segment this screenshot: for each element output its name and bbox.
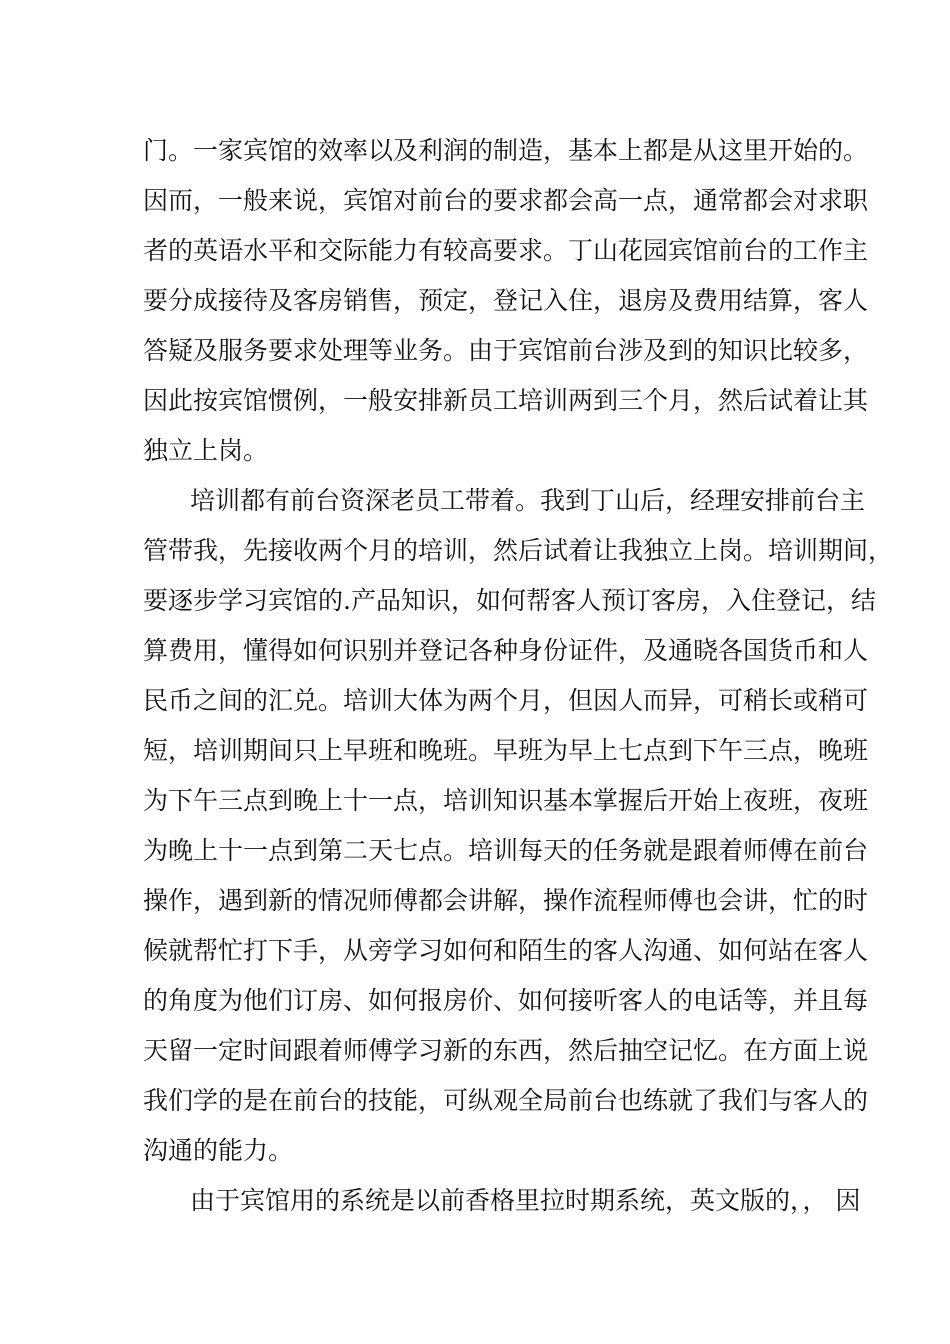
text-line: 要逐步学习宾馆的.产品知识，如何帮客人预订客房，入住登记，结: [143, 586, 876, 615]
text-line: 的角度为他们订房、如何报房价、如何接听客人的电话等，并且每: [143, 986, 869, 1015]
text-line: 者的英语水平和交际能力有较高要求。丁山花园宾馆前台的工作主: [143, 236, 869, 265]
text-line: 候就帮忙打下手，从旁学习如何和陌生的客人沟通、如何站在客人: [143, 936, 869, 965]
text-line: 操作，遇到新的情况师傅都会讲解，操作流程师傅也会讲，忙的时: [143, 886, 869, 915]
text-line: 为下午三点到晚上十一点，培训知识基本掌握后开始上夜班，夜班: [143, 786, 869, 815]
text-line: 沟通的能力。: [143, 1136, 294, 1165]
text-line: 民币之间的汇兑。培训大体为两个月，但因人而异，可稍长或稍可: [143, 686, 869, 715]
text-line: 答疑及服务要求处理等业务。由于宾馆前台涉及到的知识比较多，: [143, 336, 869, 365]
text-line: 天留一定时间跟着师傅学习新的东西，然后抽空记忆。在方面上说: [143, 1036, 869, 1065]
text-line: 门。一家宾馆的效率以及利润的制造，基本上都是从这里开始的。: [143, 136, 869, 165]
text-line: 短，培训期间只上早班和晚班。早班为早上七点到下午三点，晚班: [143, 736, 869, 765]
text-line: 算费用，懂得如何识别并登记各种身份证件，及通晓各国货币和人: [143, 636, 869, 665]
text-line: 要分成接待及客房销售，预定，登记入住，退房及费用结算，客人: [143, 286, 869, 315]
text-line: 因此按宾馆惯例，一般安排新员工培训两到三个月，然后试着让其: [143, 386, 869, 415]
text-line: 我们学的是在前台的技能，可纵观全局前台也练就了我们与客人的: [143, 1086, 869, 1115]
text-line: 独立上岗。: [143, 436, 269, 465]
text-line: 为晚上十一点到第二天七点。培训每天的任务就是跟着师傅在前台: [143, 836, 869, 865]
paragraph-first-line: 由于宾馆用的系统是以前香格里拉时期系统，英文版的，， 因: [190, 1186, 861, 1215]
text-line: 因而，一般来说，宾馆对前台的要求都会高一点，通常都会对求职: [143, 186, 869, 215]
paragraph-first-line: 培训都有前台资深老员工带着。我到丁山后，经理安排前台主: [190, 486, 866, 515]
text-line: 管带我，先接收两个月的培训，然后试着让我独立上岗。培训期间，: [143, 536, 894, 565]
